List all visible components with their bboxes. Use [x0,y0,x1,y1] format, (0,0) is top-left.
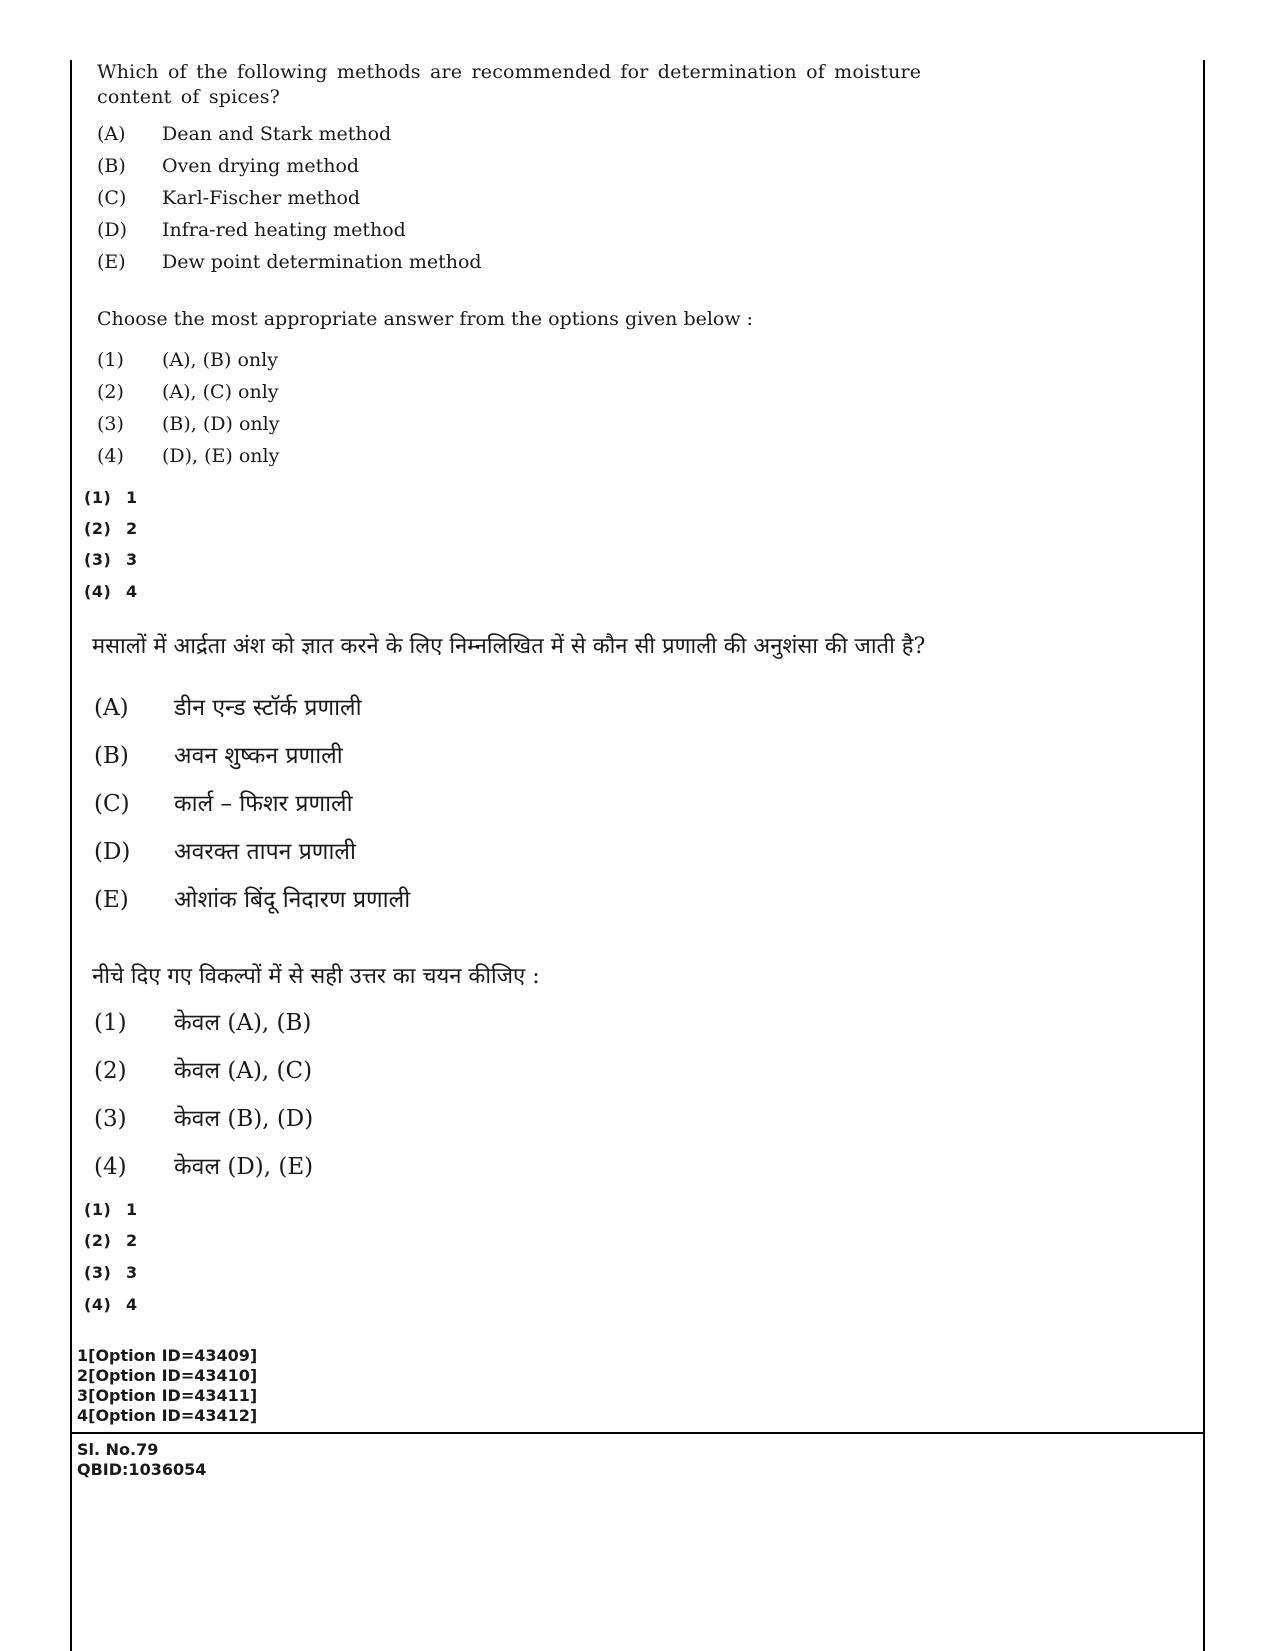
answer-choice-1[interactable] [84,488,138,507]
statement-text: Infra-red heating method [162,219,406,241]
statement-key: (E) [97,251,126,273]
statement-key: (B) [97,155,126,177]
statement-e [97,248,482,276]
statement-key: (B) [94,743,129,769]
option-text: केवल (A), (B) [174,1010,312,1036]
option-id-3: 3[Option ID=43411] [77,1386,258,1405]
statement-hi-c [94,786,353,818]
answer-value: 4 [126,1295,138,1314]
answer-choice-2[interactable] [84,519,138,538]
answer-value: 2 [126,519,138,538]
answer-choice-4[interactable] [84,582,138,601]
answer-key: (4) [84,582,112,601]
option-text: केवल (A), (C) [174,1058,313,1084]
answer-value: 1 [126,488,138,507]
option-text: (B), (D) only [162,413,280,435]
option-hi-3 [94,1101,313,1133]
option-text: केवल (D), (E) [174,1154,314,1180]
next-question-header [77,1440,206,1480]
statement-text: अवरक्त तापन प्रणाली [174,839,356,865]
statement-c [97,184,360,212]
option-text: (A), (C) only [162,381,279,403]
answer-key: (1) [84,1200,112,1219]
option-id-list [77,1346,257,1426]
statement-key: (C) [94,791,130,817]
answer-choice-hi-3[interactable] [84,1263,138,1282]
answer-key: (2) [84,1231,112,1250]
statement-text: Oven drying method [162,155,360,177]
statement-hi-b [94,738,343,770]
statement-text: Karl-Fischer method [162,187,361,209]
answer-key: (1) [84,488,112,507]
statement-key: (A) [97,123,126,145]
option-hi-4 [94,1149,313,1181]
left-border-line [70,60,72,1651]
option-text: (A), (B) only [162,349,278,371]
option-key: (4) [97,445,124,467]
option-3 [97,410,279,438]
answer-choice-3[interactable] [84,550,138,569]
option-text: केवल (B), (D) [174,1106,314,1132]
option-key: (1) [94,1010,127,1036]
statement-text: डीन एन्ड स्टॉर्क प्रणाली [174,695,362,721]
statement-key: (C) [97,187,127,209]
choose-instruction-english: Choose the most appropriate answer from the options given below : [97,308,754,330]
option-id-1: 1[Option ID=43409] [77,1346,258,1365]
answer-choice-hi-4[interactable] [84,1295,138,1314]
option-key: (1) [97,349,124,371]
answer-choice-hi-2[interactable] [84,1231,138,1250]
answer-value: 4 [126,582,138,601]
question-text-hindi: मसालों में आर्द्रता अंश को ज्ञात करने के लिए निम्नलिखित में से कौन सी प्रणाली की अनुशंसा की जाती है? [92,634,926,659]
answer-key: (3) [84,550,112,569]
qbid: QBID:1036054 [77,1460,207,1479]
option-hi-1 [94,1005,311,1037]
option-4 [97,442,279,470]
statement-b [97,152,359,180]
statement-key: (A) [94,695,129,721]
statement-d [97,216,406,244]
option-key: (4) [94,1154,127,1180]
answer-value: 3 [126,550,138,569]
answer-choice-hi-1[interactable] [84,1200,138,1219]
answer-key: (4) [84,1295,112,1314]
statement-key: (D) [97,219,128,241]
question-text-english: Which of the following methods are recommended for determination of moisture content of spices? [97,61,922,108]
answer-value: 3 [126,1263,138,1282]
statement-key: (D) [94,839,131,865]
statement-text: ओशांक बिंदू निदारण प्रणाली [174,887,411,913]
statement-key: (E) [94,887,129,913]
answer-value: 1 [126,1200,138,1219]
serial-number: Sl. No.79 [77,1440,159,1459]
option-key: (3) [97,413,124,435]
answer-key: (3) [84,1263,112,1282]
option-text: (D), (E) only [162,445,280,467]
option-id-2: 2[Option ID=43410] [77,1366,258,1385]
option-key: (3) [94,1106,127,1132]
right-border-line [1203,60,1205,1651]
choose-instruction-hindi: नीचे दिए गए विकल्पों में से सही उत्तर का चयन कीजिए : [92,964,540,989]
option-2 [97,378,279,406]
option-key: (2) [94,1058,127,1084]
statement-text: Dew point determination method [162,251,482,273]
answer-value: 2 [126,1231,138,1250]
statement-text: Dean and Stark method [162,123,392,145]
option-key: (2) [97,381,124,403]
answer-key: (2) [84,519,112,538]
question-separator-line [70,1432,1205,1434]
statement-a [97,120,391,148]
option-hi-2 [94,1053,312,1085]
statement-hi-d [94,834,356,866]
statement-hi-e [94,882,410,914]
option-1 [97,346,278,374]
statement-hi-a [94,690,362,722]
option-id-4: 4[Option ID=43412] [77,1406,258,1425]
statement-text: अवन शुष्कन प्रणाली [174,743,343,769]
statement-text: कार्ल – फिशर प्रणाली [174,791,353,817]
